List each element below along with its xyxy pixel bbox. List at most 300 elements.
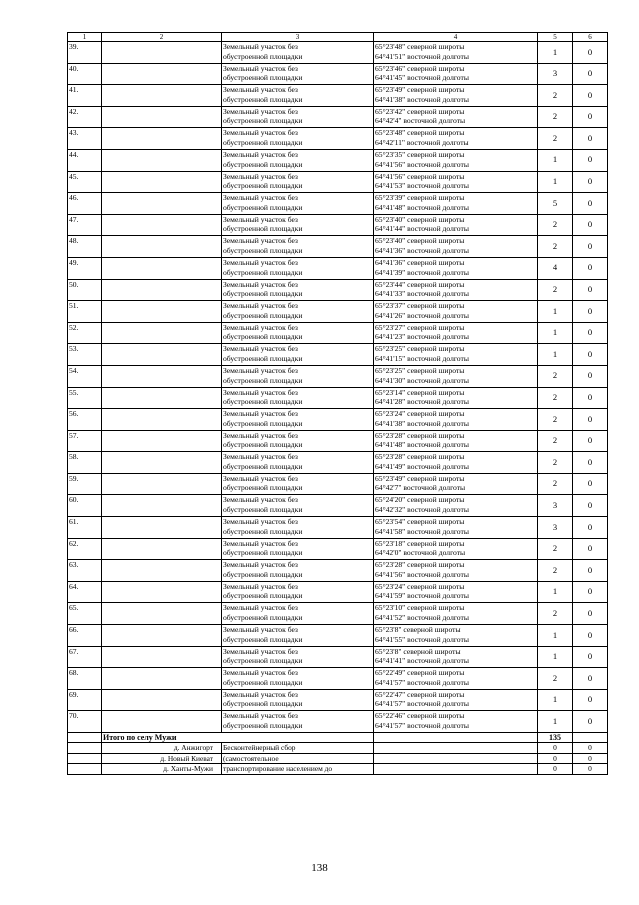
coordinates [374,301,538,323]
coordinates [374,214,538,236]
table-row [68,517,608,539]
village-name-text: д. Новый Киеват [160,753,213,763]
row-number-text: 46. [69,193,79,203]
object-type [222,42,374,64]
coordinates [374,517,538,539]
object-type-text: Земельный участок без обустроенной площадки [223,430,303,450]
coordinates [374,42,538,64]
village-name [102,753,222,764]
row-blank [102,625,222,647]
coordinates [374,106,538,128]
row-blank [102,344,222,366]
village-description-text: (самостоятельное [223,753,279,763]
container-count [538,517,573,539]
container-count [538,322,573,344]
extra-count [573,279,608,301]
object-type-text: Земельный участок без обустроенной площадки [223,538,303,558]
object-type [222,646,374,668]
object-type [222,257,374,279]
coordinates-text: 65°23'27" северной широты [375,322,465,332]
row-number-text: 63. [69,560,79,570]
row-blank [102,301,222,323]
object-type-text: Земельный участок без обустроенной площадки [223,149,303,169]
coordinates-text: 65°23'10" северной широты [375,603,465,613]
row-number-text: 55. [69,387,79,397]
total-count-text: 135 [549,733,561,742]
row-blank [102,279,222,301]
coordinates [374,171,538,193]
extra-count-text: 0 [587,132,593,143]
coordinates-text: 64°41'48" восточной долготы [375,440,469,450]
village-name-text: д. Ханты-Мужи [163,764,213,773]
object-type-text: Земельный участок без обустроенной площадки [223,365,303,385]
container-count-text: 5 [552,197,558,208]
row-number [68,236,102,258]
extra-count-text: 0 [587,197,593,208]
extra-count [573,517,608,539]
container-count [538,668,573,690]
extra-count [573,646,608,668]
row-number [68,430,102,452]
object-type-text: Земельный участок без обустроенной площадки [223,646,303,666]
container-count [538,452,573,474]
coordinates [374,63,538,85]
object-type [222,560,374,582]
object-type [222,603,374,625]
row-blank [102,42,222,64]
extra-count [573,149,608,171]
object-type [222,668,374,690]
extra-count-text: 0 [587,219,593,230]
extra-count-text: 0 [587,176,593,187]
row-number-text: 48. [69,236,79,246]
coordinates [374,430,538,452]
object-type [222,581,374,603]
row-number [68,42,102,64]
extra-count-text: 0 [587,262,593,273]
coordinates-text: 64°41'36" северной широты [375,257,465,267]
row-number-text: 62. [69,538,79,548]
extra-count [573,473,608,495]
object-type-text: Земельный участок без обустроенной площадки [223,517,303,536]
row-number [68,279,102,301]
table-row [68,63,608,85]
village-extra-text: 0 [588,743,592,752]
extra-count [573,128,608,150]
extra-count-text: 0 [587,305,593,316]
row-number-text: 45. [69,171,79,181]
container-count [538,42,573,64]
extra-count [573,322,608,344]
object-type [222,301,374,323]
object-type-text: Земельный участок без обустроенной площадки [223,128,303,147]
coordinates-text: 65°23'39" северной широты [375,193,465,203]
village-extra [573,764,608,775]
table-row [68,452,608,474]
coordinates-text: 64°42'32" восточной долготы [375,505,469,515]
row-number [68,365,102,387]
coordinates [374,581,538,603]
extra-count [573,538,608,560]
extra-count [573,409,608,431]
container-count [538,581,573,603]
coordinates-text: 65°23'40" северной широты [375,236,465,246]
total-count [538,733,573,743]
object-type [222,517,374,539]
coordinates [374,128,538,150]
extra-count-text: 0 [587,715,593,726]
container-count [538,473,573,495]
extra-count-text: 0 [587,543,593,554]
table-row [68,365,608,387]
coordinates-text: 65°23'18" северной широты [375,538,465,548]
extra-count [573,689,608,711]
object-type-text: Земельный участок без обустроенной площадки [223,171,303,191]
coordinates-text: 64°41'57" восточной долготы [375,699,469,709]
row-number [68,538,102,560]
object-type-text: Земельный участок без обустроенной площадки [223,581,303,601]
village-name-text: д. Анжигорт [173,743,213,752]
row-blank [102,711,222,733]
container-count-text: 1 [552,586,558,597]
column-number: 1 [68,33,102,42]
extra-count-text: 0 [587,370,593,381]
row-number [68,646,102,668]
extra-count [573,387,608,409]
extra-count-text: 0 [587,672,593,683]
row-number-text: 65. [69,603,79,613]
coordinates-text: 65°23'14" северной широты [375,387,465,397]
object-type [222,106,374,128]
row-blank [102,560,222,582]
coordinates [374,322,538,344]
extra-count-text: 0 [587,564,593,575]
coordinates-text: 65°23'54" северной широты [375,517,465,527]
container-count [538,257,573,279]
row-blank [102,149,222,171]
row-number-text: 69. [69,689,79,699]
coordinates-text: 65°22'47" северной широты [375,689,465,699]
row-number [68,409,102,431]
extra-count [573,495,608,517]
object-type-text: Земельный участок без обустроенной площадки [223,711,303,730]
coordinates-text: 64°41'23" восточной долготы [375,332,469,342]
coordinates-text: 64°41'56" восточной долготы [375,569,469,579]
coordinates-text: 65°23'24" северной широты [375,409,465,419]
coordinates-text: 65°23'35" северной широты [375,149,465,159]
row-blank [102,193,222,215]
column-number: 4 [374,33,538,42]
container-count-text: 2 [552,111,558,122]
container-count-text: 2 [552,413,558,424]
extra-count-text: 0 [587,111,593,122]
coordinates-text: 65°23'49" северной широты [375,473,465,483]
coordinates-text: 64°42'0" восточной долготы [375,548,466,558]
row-number-text: 41. [69,85,79,95]
row-number [68,171,102,193]
container-count-text: 2 [552,478,558,489]
object-type-text: Земельный участок без обустроенной площадки [223,42,303,61]
object-type-text: Земельный участок без обустроенной площадки [223,560,303,579]
village-row [68,753,608,764]
village-description-text: Бесконтейнерный сбор [223,743,296,752]
container-count-text: 1 [552,176,558,187]
village-count [538,753,573,764]
coordinates-text: 65°22'49" северной широты [375,668,465,678]
container-count [538,409,573,431]
table-row [68,171,608,193]
coordinates-text: 64°41'59" восточной долготы [375,591,469,601]
village-extra-text: 0 [588,764,592,773]
village-count-text: 0 [553,753,557,763]
container-count-text: 2 [552,370,558,381]
coordinates [374,603,538,625]
row-number-text: 49. [69,257,79,267]
village-count-text: 0 [553,764,557,773]
container-count [538,214,573,236]
row-number-text: 53. [69,344,79,354]
row-number [68,106,102,128]
object-type-text: Земельный участок без обустроенной площадки [223,63,303,83]
object-type [222,365,374,387]
row-number [68,85,102,107]
row-number [68,452,102,474]
coordinates [374,149,538,171]
coordinates [374,689,538,711]
column-number: 2 [102,33,222,42]
coordinates-text: 64°42'7" восточной долготы [375,483,466,493]
object-type-text: Земельный участок без обустроенной площадки [223,193,303,212]
container-count [538,171,573,193]
extra-count-text: 0 [587,284,593,295]
container-count [538,711,573,733]
coordinates-text: 64°41'15" восточной долготы [375,353,469,363]
coordinates-text: 65°23'48" северной широты [375,128,465,138]
coordinates-text: 64°42'4" восточной долготы [375,116,466,126]
row-number-text: 50. [69,279,79,289]
object-type [222,625,374,647]
coordinates [374,495,538,517]
village-description [222,764,374,775]
column-number-row [68,33,608,42]
container-count [538,495,573,517]
row-blank [102,452,222,474]
container-count-text: 2 [552,240,558,251]
table-row [68,581,608,603]
table-row [68,495,608,517]
village-extra [573,753,608,764]
row-number-text: 56. [69,409,79,419]
row-number [68,387,102,409]
coordinates-text: 65°23'25" северной широты [375,365,465,375]
object-type [222,171,374,193]
container-count [538,689,573,711]
row-blank [102,581,222,603]
table-row [68,193,608,215]
container-count [538,149,573,171]
container-count-text: 1 [552,715,558,726]
container-count-text: 2 [552,607,558,618]
container-count-text: 3 [552,521,558,532]
object-type-text: Земельный участок без обустроенной площадки [223,689,303,709]
object-type [222,128,374,150]
row-blank [102,409,222,431]
table-row [68,538,608,560]
coordinates-text: 65°23'28" северной широты [375,560,465,570]
row-number [68,214,102,236]
container-count-text: 2 [552,132,558,143]
village-blank [374,764,538,775]
extra-count [573,236,608,258]
object-type [222,495,374,517]
container-count [538,106,573,128]
row-blank [102,85,222,107]
container-count [538,365,573,387]
table-row [68,473,608,495]
row-number-text: 52. [69,322,79,332]
row-number-text: 60. [69,495,79,505]
coordinates-text: 65°23'8" северной широты [375,646,461,656]
row-number-text: 58. [69,452,79,462]
row-number [68,711,102,733]
row-number [68,257,102,279]
extra-count [573,430,608,452]
object-type [222,452,374,474]
extra-count [573,171,608,193]
object-type-text: Земельный участок без обустроенной площадки [223,387,303,407]
container-count [538,85,573,107]
container-count [538,344,573,366]
container-count-text: 2 [552,672,558,683]
container-count-text: 3 [552,499,558,510]
row-number-text: 64. [69,581,79,591]
coordinates [374,344,538,366]
row-number [68,149,102,171]
container-count-text: 2 [552,435,558,446]
object-type-text: Земельный участок без обустроенной площадки [223,668,303,687]
container-count [538,301,573,323]
object-type [222,236,374,258]
extra-count [573,452,608,474]
total-blank [68,733,102,743]
coordinates-text: 64°41'55" восточной долготы [375,634,469,644]
extra-count [573,560,608,582]
row-number [68,625,102,647]
row-blank [102,689,222,711]
extra-count-text: 0 [587,240,593,251]
coordinates [374,365,538,387]
row-blank [102,365,222,387]
row-number-text: 40. [69,63,79,73]
extra-count-text: 0 [587,499,593,510]
row-number [68,517,102,539]
container-count-text: 1 [552,305,558,316]
container-count [538,646,573,668]
extra-count-text: 0 [587,348,593,359]
container-count-text: 1 [552,694,558,705]
coordinates-text: 64°41'41" восточной долготы [375,656,469,666]
extra-count-text: 0 [587,521,593,532]
object-type-text: Земельный участок без обустроенной площадки [223,85,303,104]
coordinates-text: 65°23'28" северной широты [375,452,465,462]
village-description-text: транспортирование населением до [223,764,333,773]
table-row [68,387,608,409]
total-label-text: Итого по селу Мужи [103,733,177,742]
extra-count [573,106,608,128]
coordinates [374,668,538,690]
row-number [68,473,102,495]
village-extra-text: 0 [588,753,592,763]
row-number-text: 59. [69,473,79,483]
coordinates-text: 64°41'45" восточной долготы [375,73,469,83]
extra-count [573,668,608,690]
object-type [222,473,374,495]
table-row [68,279,608,301]
extra-count-text: 0 [587,392,593,402]
coordinates-text: 64°41'26" восточной долготы [375,310,469,320]
coordinates-text: 64°41'33" восточной долготы [375,289,469,299]
extra-count [573,711,608,733]
extra-count-text: 0 [587,413,593,424]
coordinates-text: 65°23'28" северной широты [375,430,465,440]
container-count [538,603,573,625]
row-number [68,603,102,625]
coordinates [374,279,538,301]
extra-count-text: 0 [587,478,593,489]
object-type [222,214,374,236]
coordinates [374,473,538,495]
extra-count-text: 0 [587,89,593,100]
object-type [222,689,374,711]
table-row [68,646,608,668]
row-blank [102,106,222,128]
row-number [68,495,102,517]
coordinates [374,409,538,431]
page-number: 138 [311,862,328,874]
coordinates-text: 65°22'46" северной широты [375,711,465,721]
coordinates-text: 64°41'28" восточной долготы [375,397,469,407]
row-number-text: 70. [69,711,79,721]
village-blank [68,753,102,764]
extra-count-text: 0 [587,154,593,165]
object-type [222,193,374,215]
coordinates-text: 64°41'36" восточной долготы [375,245,469,255]
row-number-text: 42. [69,106,79,116]
extra-count-text: 0 [587,629,593,640]
container-count-text: 2 [552,564,558,575]
row-number-text: 43. [69,128,79,138]
table-row [68,106,608,128]
table-row [68,344,608,366]
container-count [538,63,573,85]
village-blank [68,764,102,775]
row-blank [102,538,222,560]
object-type-text: Земельный участок без обустроенной площадки [223,322,303,342]
row-number-text: 51. [69,301,79,311]
row-blank [102,322,222,344]
coordinates-text: 64°41'44" восточной долготы [375,224,469,234]
coordinates-text: 64°41'56" северной широты [375,171,465,181]
container-count-text: 4 [552,262,558,273]
container-count [538,387,573,409]
object-type-text: Земельный участок без обустроенной площадки [223,279,303,299]
table-row [68,85,608,107]
object-type [222,538,374,560]
table-row [68,689,608,711]
row-blank [102,214,222,236]
container-count-text: 3 [552,68,558,79]
container-count-text: 1 [552,348,558,359]
